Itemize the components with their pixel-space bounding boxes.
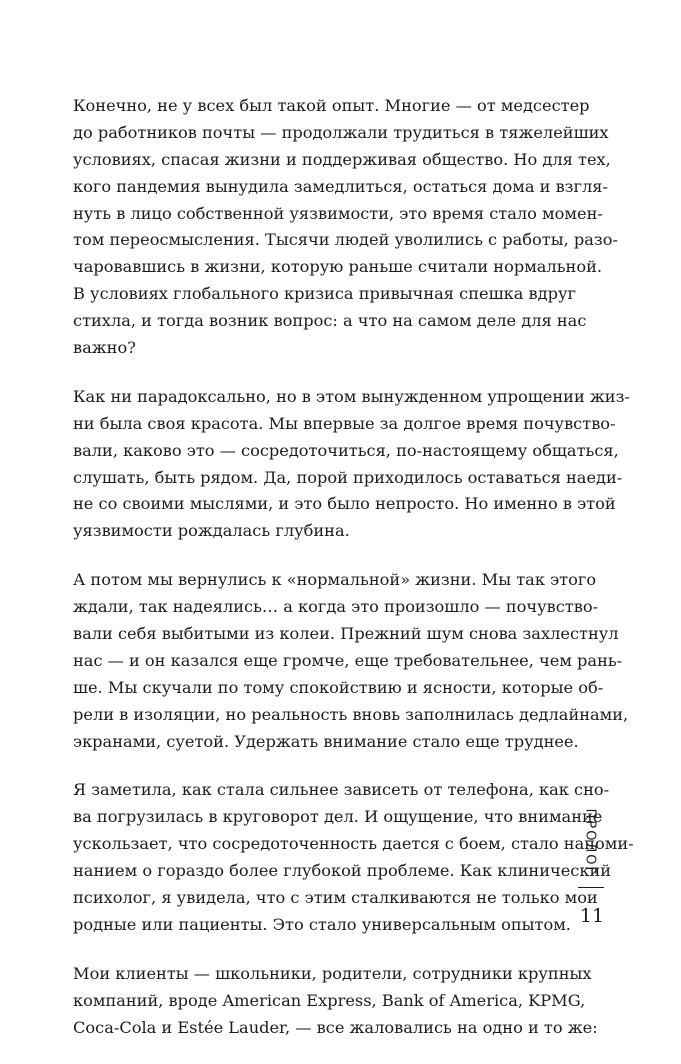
text-line: том переосмысления. Тысячи людей уволились с работы, разо- [73,230,618,250]
text-line: А потом мы вернулись к «нормальной» жизни. Мы так этого [73,570,597,590]
running-head-label: ПРОЛОГ [582,808,598,876]
text-line: нуть в лицо собственной уязвимости, это время стало момен- [73,203,603,223]
text-line: психолог, я увидела, что с этим сталкиваются не только мои [73,888,598,908]
text-line: рели в изоляции, но реальность вновь заполнилась дедлайнами, [73,704,629,724]
text-line: не со своими мыслями, и это было непросто. Но именно в этой [73,494,616,514]
paragraph [73,567,629,755]
text-line: слушать, быть рядом. Да, порой приходилось оставаться наеди- [73,467,623,487]
text-line: Я заметила, как стала сильнее зависеть от телефона, как сно- [73,780,610,800]
paragraph [73,384,630,545]
text-line: В условиях глобального кризиса привычная спешка вдруг [73,284,576,304]
text-line: уязвимости рождалась глубина. [73,521,350,541]
text-line: родные или пациенты. Это стало универсальным опытом. [73,914,571,934]
text-line: до работников почты — продолжали трудиться в тяжелейших [73,122,609,142]
text-line: Как ни парадоксально, но в этом вынужденном упрощении жиз- [73,386,630,406]
text-line: важно? [73,338,136,358]
text-line: ше. Мы скучали по тому спокойствию и ясности, которые об- [73,677,604,697]
text-line: условиях, спасая жизни и поддерживая общество. Но для тех, [73,149,611,169]
text-line: нанием о гораздо более глубокой проблеме. Как клинический [73,861,612,881]
text-line: чаровавшись в жизни, которую раньше считали нормальной. [73,257,603,277]
text-line: ждали, так надеялись… а когда это произошло — почувство- [73,597,599,617]
text-line: Coca-Cola и Estée Lauder, — все жаловались на одно и то же: [73,1017,598,1037]
text-line: ускользает, что сосредоточенность дается с боем, стало напоми- [73,834,634,854]
text-line: Конечно, не у всех был такой опыт. Многие — от медсестер [73,96,590,115]
text-line: ва погрузилась в круговорот дел. И ощущение, что внимание [73,807,603,827]
paragraph [73,93,618,362]
text-line: компаний, вроде American Express, Bank of America, KPMG, [73,990,586,1010]
text-line: вали, каково это — сосредоточиться, по-настоящему общаться, [73,440,619,460]
paragraph [73,961,598,1042]
running-head [580,808,600,876]
text-line: ни была своя красота. Мы впервые за долгое время почувство- [73,413,616,433]
text-line: вали себя выбитыми из колеи. Прежний шум снова захлестнул [73,624,619,644]
text-line: стихла, и тогда возник вопрос: а что на самом деле для нас [73,311,587,331]
page-number-rule [578,887,604,888]
page-number: 11 [579,905,605,927]
text-line: нас — и он казался еще громче, еще требовательнее, чем рань- [73,650,623,670]
text-line: экранами, суетой. Удержать внимание стало еще труднее. [73,731,579,751]
text-line: кого пандемия вынудила замедлиться, остаться дома и взгля- [73,176,608,196]
text-line: Мои клиенты — школьники, родители, сотрудники крупных [73,963,592,983]
